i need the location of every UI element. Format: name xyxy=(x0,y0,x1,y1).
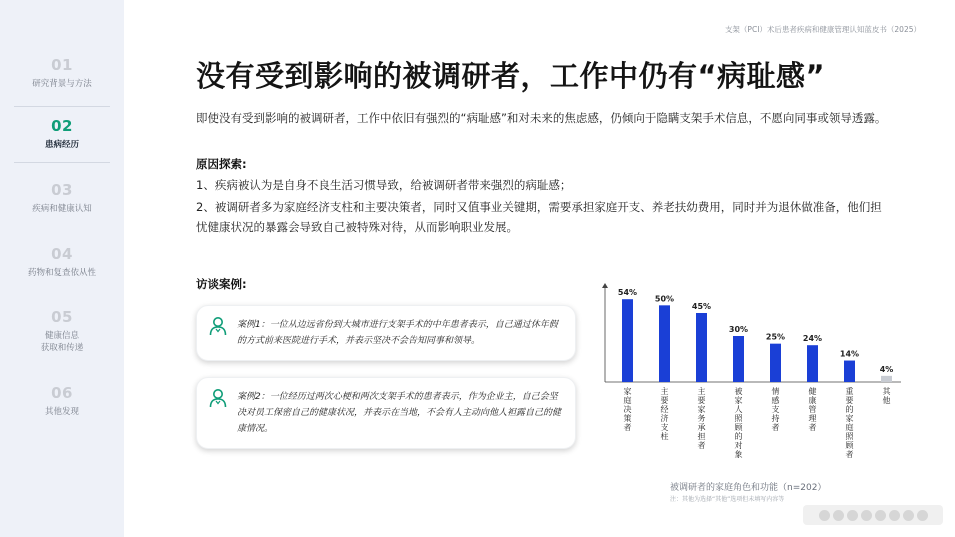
section-number: 06 xyxy=(51,384,73,402)
bar-value-label: 30% xyxy=(728,325,749,334)
chart-caption: 被调研者的家庭角色和功能（n=202） xyxy=(670,483,827,493)
sidebar-item-disease-cognition[interactable] xyxy=(14,181,110,215)
bar-value-label: 45% xyxy=(691,302,712,311)
sidebar-item-medication-compliance[interactable] xyxy=(14,245,110,279)
chart-bar xyxy=(844,361,855,382)
page-title: 没有受到影响的被调研者，工作中仍有“病耻感” xyxy=(196,59,826,93)
bar-value-label: 25% xyxy=(765,332,786,342)
bar-value-label: 4% xyxy=(879,364,894,374)
section-number: 01 xyxy=(51,56,73,74)
category-label: 家庭决策者 xyxy=(623,387,632,432)
category-label: 情感支持者 xyxy=(771,387,780,432)
category-label: 健康管理者 xyxy=(808,387,817,432)
case-text-1: 案例1：一位从边远省份到大城市进行支架手术的中年患者表示，自己通过休年假的方式前来医院进行手术，并表示坚决不会告知同事和领导。 xyxy=(237,320,558,346)
sidebar-item-research-background[interactable] xyxy=(14,56,110,90)
reason-item-1: 1、疾病被认为是自身不良生活习惯导致，给被调研者带来强烈的病耻感； xyxy=(196,178,572,192)
section-label: 研究背景与方法 xyxy=(32,79,92,89)
chart-bar xyxy=(733,336,744,382)
chart-bar xyxy=(696,313,707,382)
sidebar-item-illness-experience[interactable] xyxy=(14,117,110,151)
intro-paragraph: 即使没有受到影响的被调研者，工作中依旧有强烈的“病耻感”和对未来的焦虑感，仍倾向于隐瞒支架手术信息，不愿向同事或领导透露。 xyxy=(196,111,887,125)
cases-heading: 访谈案例: xyxy=(196,277,247,291)
chart-bar xyxy=(881,376,892,382)
bar-value-label: 14% xyxy=(839,349,860,359)
section-number: 03 xyxy=(51,181,73,199)
chart-bar xyxy=(659,305,670,382)
case-card-1 xyxy=(196,305,576,361)
chart-bar xyxy=(622,299,633,382)
category-label: 主要经济支柱 xyxy=(660,387,669,441)
sidebar-divider xyxy=(14,106,110,107)
section-label: 药物和复查依从性 xyxy=(27,268,96,278)
section-label: 疾病和健康认知 xyxy=(32,204,92,214)
document-title: 支架（PCI）术后患者疾病和健康管理认知蓝皮书（2025） xyxy=(724,25,921,34)
section-label: 健康信息 获取和传递 xyxy=(40,331,84,353)
case-card-2 xyxy=(196,377,576,449)
category-label: 重要的家庭照顾者 xyxy=(845,387,854,459)
reason-item-2: 2、被调研者多为家庭经济支柱和主要决策者，同时又值事业关键期，需要承担家庭开支、养老扶幼费用，同时并为退休做准备，他们担忧健康状况的暴露会导致自己被特殊对待，从而影响职业发展。 xyxy=(196,200,882,234)
watermark-logo xyxy=(803,505,943,525)
case-text-2: 案例2：一位经历过两次心梗和两次支架手术的患者表示，作为企业主，自己会坚决对员工保密自己的健康状况，并表示在当地，不会有人主动向他人袒露自己的健康情况。 xyxy=(237,392,562,434)
family-roles-bar-chart xyxy=(596,282,906,472)
user-icon xyxy=(209,316,227,336)
section-number: 05 xyxy=(51,308,73,326)
y-axis-arrow xyxy=(602,283,608,288)
chart-bar xyxy=(807,345,818,382)
reasons-heading: 原因探索: xyxy=(196,157,247,171)
sidebar-divider xyxy=(14,162,110,163)
category-label: 主要家务承担者 xyxy=(697,387,706,450)
sidebar-item-other-findings[interactable] xyxy=(14,384,110,418)
chart-bar xyxy=(770,344,781,382)
section-number: 04 xyxy=(51,245,73,263)
chart-note: 注：其他为选择“其他”选项但未填写内容等 xyxy=(670,496,785,503)
bar-value-label: 54% xyxy=(617,288,638,298)
user-icon xyxy=(209,388,227,408)
sidebar-item-health-info[interactable] xyxy=(14,308,110,354)
bar-value-label: 24% xyxy=(802,334,823,344)
section-label: 患病经历 xyxy=(44,140,79,150)
bar-value-label: 50% xyxy=(654,294,675,304)
section-number: 02 xyxy=(51,117,73,135)
category-label: 被家人照顾的对象 xyxy=(734,387,743,459)
category-label: 其他 xyxy=(882,387,891,405)
section-label: 其他发现 xyxy=(44,407,79,417)
sidebar-nav xyxy=(0,0,124,537)
